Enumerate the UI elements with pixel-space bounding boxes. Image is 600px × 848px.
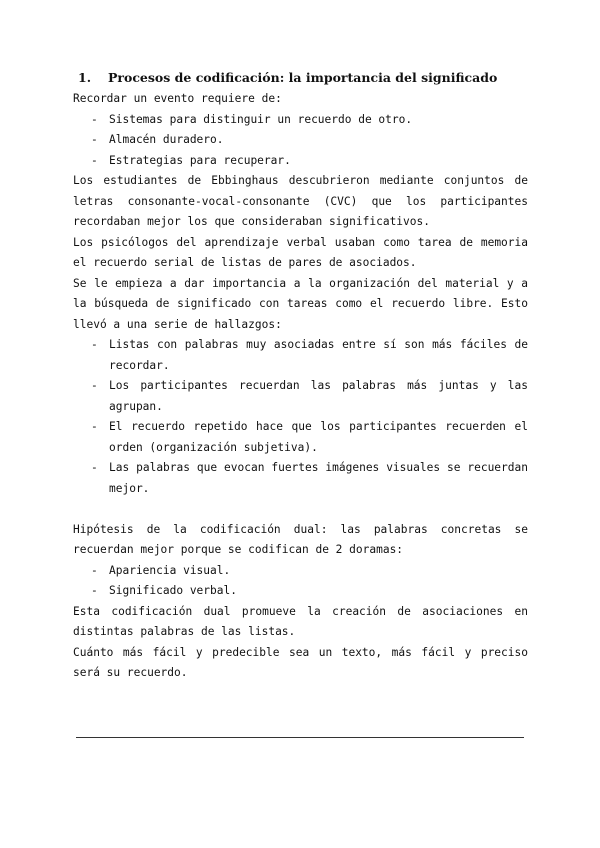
requirements-list bbox=[73, 110, 528, 172]
list-item: - Apariencia visual. bbox=[73, 561, 528, 582]
list-item: - Listas con palabras muy asociadas entre sí son más fáciles de recordar. bbox=[73, 335, 528, 376]
list-item: - Significado verbal. bbox=[73, 581, 528, 602]
blank-line bbox=[73, 499, 528, 520]
section-heading bbox=[78, 68, 548, 88]
section-number: 1. bbox=[78, 70, 92, 85]
list-item: - Almacén duradero. bbox=[73, 130, 528, 151]
paragraph-verbal-learning: Los psicólogos del aprendizaje verbal usaban como tarea de memoria el recuerdo serial de listas de pares de asociados. bbox=[73, 235, 528, 269]
section-title: Procesos de codificación: la importancia del significado bbox=[108, 70, 498, 85]
paragraph-ebbinghaus: Los estudiantes de Ebbinghaus descubrieron mediante conjuntos de letras consonante-vocal-consonante (CVC) que los participantes recordaban mejor los que consideraban significativos. bbox=[73, 174, 528, 228]
list-item: - Sistemas para distinguir un recuerdo de otro. bbox=[73, 110, 528, 131]
paragraph-associations: Esta codificación dual promueve la creación de asociaciones en distintas palabras de las listas. bbox=[73, 604, 528, 638]
paragraph-dual-coding: Hipótesis de la codificación dual: las palabras concretas se recuerdan mejor porque se codifican de 2 doramas: bbox=[73, 522, 528, 556]
list-item: - Estrategias para recuperar. bbox=[73, 151, 528, 172]
list-item: - Los participantes recuerdan las palabras más juntas y las agrupan. bbox=[73, 376, 528, 417]
horizontal-rule bbox=[76, 737, 524, 738]
findings-list bbox=[73, 335, 528, 499]
dual-coding-list bbox=[73, 561, 528, 602]
intro-line: Recordar un evento requiere de: bbox=[73, 92, 282, 105]
paragraph-organization: Se le empieza a dar importancia a la organización del material y a la búsqueda de significado con tareas como el recuerdo libre. Esto llevó a una serie de hallazgos: bbox=[73, 276, 528, 331]
paragraph-predictability: Cuánto más fácil y predecible sea un texto, más fácil y preciso será su recuerdo. bbox=[73, 645, 528, 679]
document-body bbox=[73, 89, 528, 684]
list-item: - Las palabras que evocan fuertes imágenes visuales se recuerdan mejor. bbox=[73, 458, 528, 499]
list-item: - El recuerdo repetido hace que los participantes recuerden el orden (organización subjetiva). bbox=[73, 417, 528, 458]
